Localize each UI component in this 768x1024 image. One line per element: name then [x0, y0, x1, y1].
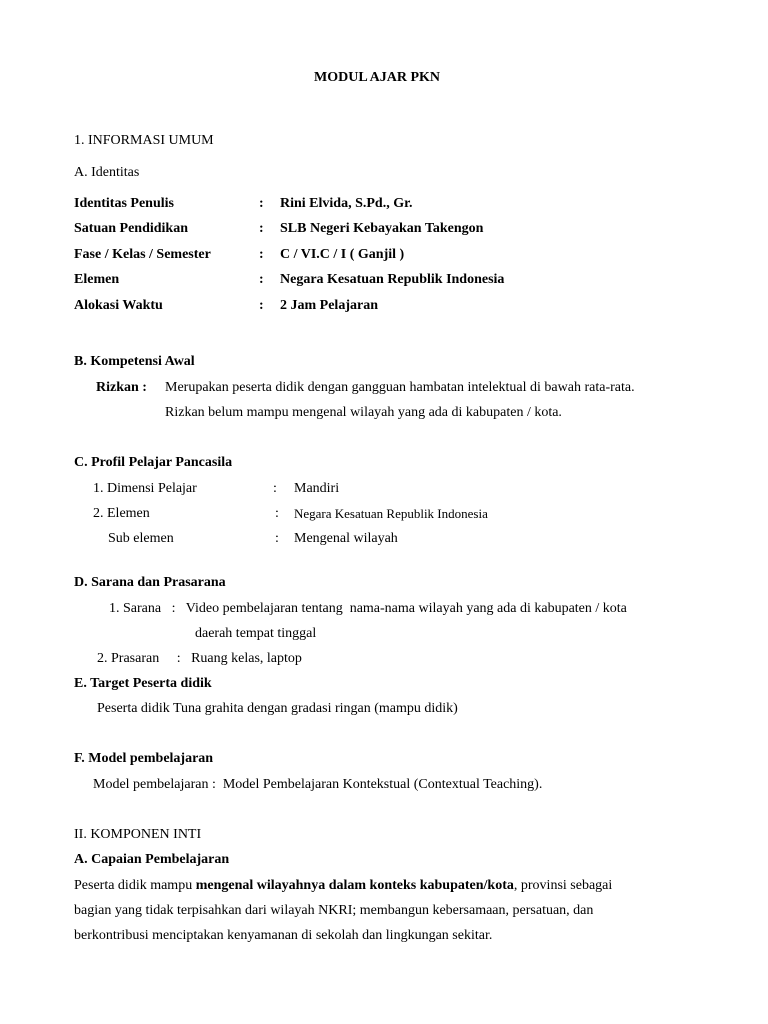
capaian-line-1-start: Peserta didik mampu	[74, 878, 196, 893]
identitas-colon: :	[259, 221, 264, 236]
identitas-label-fase: Fase / Kelas / Semester	[74, 247, 211, 262]
target-text: Peserta didik Tuna grahita dengan gradasi ringan (mampu didik)	[97, 701, 458, 716]
identitas-colon: :	[259, 272, 264, 287]
identitas-value-penulis: Rini Elvida, S.Pd., Gr.	[280, 196, 413, 211]
sarana-item-2: 2. Prasaran : Ruang kelas, laptop	[97, 651, 302, 666]
kompetensi-line-2: Rizkan belum mampu mengenal wilayah yang ada di kabupaten / kota.	[165, 405, 562, 420]
target-heading: E. Target Peserta didik	[74, 676, 212, 691]
profil-label-elemen: 2. Elemen	[93, 506, 150, 521]
profil-label-dimensi: 1. Dimensi Pelajar	[93, 481, 197, 496]
model-text: Model pembelajaran : Model Pembelajaran Kontekstual (Contextual Teaching).	[93, 777, 543, 792]
identitas-label-elemen: Elemen	[74, 272, 120, 287]
identitas-label-satuan: Satuan Pendidikan	[74, 221, 188, 236]
capaian-line-2: bagian yang tidak terpisahkan dari wilayah NKRI; membangun kebersamaan, persatuan, dan	[74, 903, 594, 918]
capaian-line-1-end: , provinsi sebagai	[513, 878, 613, 893]
profil-heading: C. Profil Pelajar Pancasila	[74, 455, 233, 470]
identitas-value-satuan: SLB Negeri Kebayakan Takengon	[280, 221, 484, 236]
identitas-label-alokasi: Alokasi Waktu	[74, 298, 163, 313]
capaian-line-1-emphasis: mengenal wilayahnya dalam konteks kabupaten/kota	[195, 878, 514, 893]
identitas-heading: A. Identitas	[74, 165, 140, 180]
kompetensi-student-name: Rizkan :	[96, 380, 147, 395]
identitas-colon: :	[259, 196, 264, 211]
section-heading-komponen-inti: II. KOMPONEN INTI	[74, 827, 202, 842]
document-title: MODUL AJAR PKN	[314, 70, 440, 85]
identitas-colon: :	[259, 247, 264, 262]
profil-label-sub-elemen: Sub elemen	[108, 531, 174, 546]
profil-value-sub-elemen: Mengenal wilayah	[294, 531, 398, 546]
capaian-heading: A. Capaian Pembelajaran	[74, 852, 230, 867]
profil-colon: :	[275, 506, 279, 521]
identitas-value-fase: C / VI.C / I ( Ganjil )	[280, 247, 405, 262]
identitas-colon: :	[259, 298, 264, 313]
profil-colon: :	[273, 481, 277, 496]
sarana-item-1-continuation: daerah tempat tinggal	[195, 626, 317, 641]
sarana-heading: D. Sarana dan Prasarana	[74, 575, 226, 590]
kompetensi-line-1: Merupakan peserta didik dengan gangguan hambatan intelektual di bawah rata-rata.	[165, 380, 635, 395]
section-heading-informasi-umum: 1. INFORMASI UMUM	[74, 133, 214, 148]
identitas-value-elemen: Negara Kesatuan Republik Indonesia	[280, 272, 505, 287]
capaian-line-1	[74, 877, 612, 894]
model-heading: F. Model pembelajaran	[74, 751, 214, 766]
identitas-label-penulis: Identitas Penulis	[74, 196, 174, 211]
sarana-item-1: 1. Sarana : Video pembelajaran tentang nama-nama wilayah yang ada di kabupaten / kota	[109, 601, 627, 616]
kompetensi-heading: B. Kompetensi Awal	[74, 354, 195, 369]
profil-colon: :	[275, 531, 279, 546]
profil-value-elemen: Negara Kesatuan Republik Indonesia	[294, 506, 488, 521]
identitas-value-alokasi: 2 Jam Pelajaran	[280, 298, 378, 313]
profil-value-dimensi: Mandiri	[294, 481, 340, 496]
capaian-line-3: berkontribusi menciptakan kenyamanan di sekolah dan lingkungan sekitar.	[74, 928, 493, 943]
